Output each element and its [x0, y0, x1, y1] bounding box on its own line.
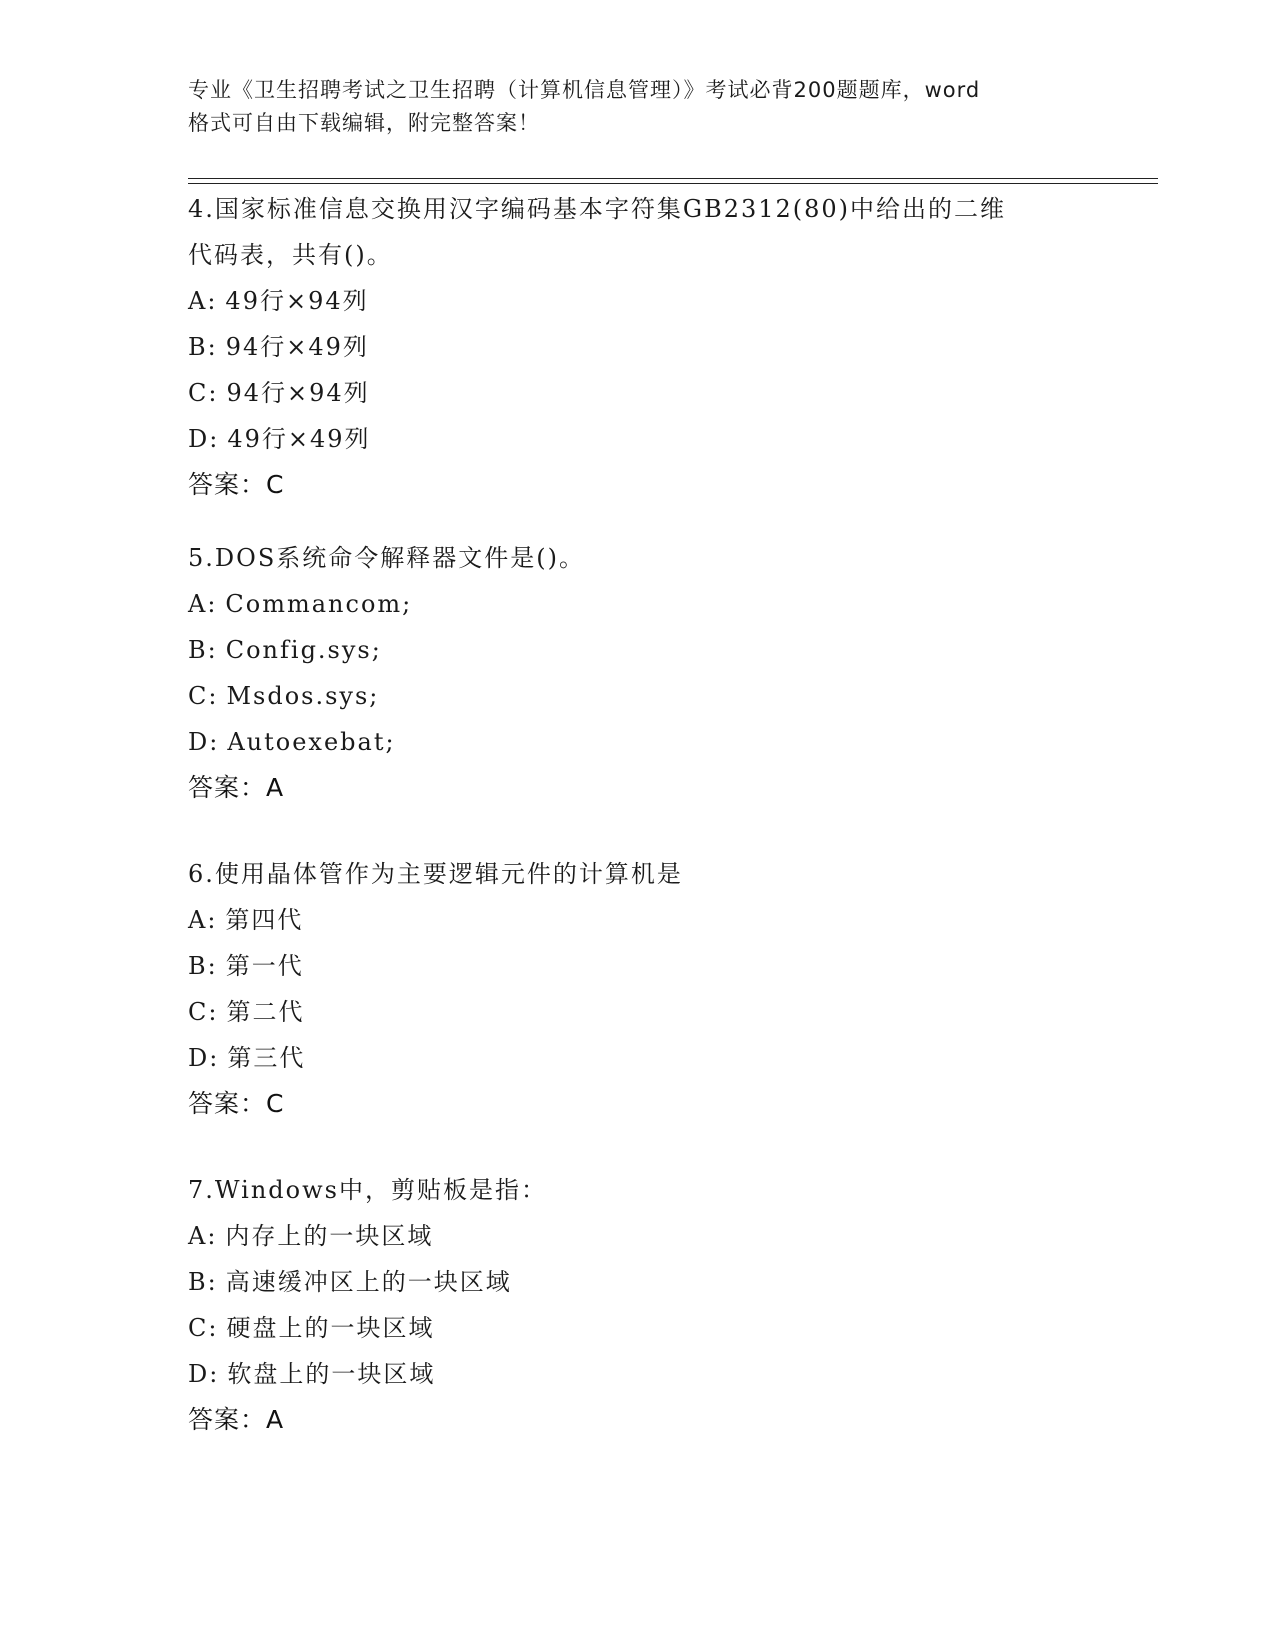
answer-line — [188, 1081, 1138, 1127]
option-b — [188, 324, 1138, 370]
header-divider-bottom — [188, 183, 1158, 184]
header-line-2: 格式可自由下载编辑，附完整答案！ — [188, 111, 540, 135]
question-text-line: 4.国家标准信息交换用汉字编码基本字符集GB2312(80)中给出的二维 — [188, 195, 1007, 223]
document-header — [188, 74, 1118, 140]
option-text: Config.sys; — [225, 636, 382, 664]
answer-label: 答案： — [188, 773, 267, 802]
question-7 — [188, 1167, 1138, 1443]
option-text: 软盘上的一块区域 — [227, 1360, 436, 1388]
answer-line — [188, 1397, 1138, 1443]
option-letter: C: — [188, 682, 219, 710]
option-text: 94行×94列 — [226, 379, 370, 407]
option-letter: D: — [188, 1360, 220, 1388]
option-d — [188, 416, 1138, 462]
option-a — [188, 278, 1138, 324]
answer-line — [188, 462, 1138, 508]
option-text: 内存上的一块区域 — [225, 1222, 434, 1250]
option-c — [188, 1305, 1138, 1351]
option-text: 高速缓冲区上的一块区域 — [225, 1268, 512, 1296]
option-letter: B: — [188, 1268, 218, 1296]
option-letter: B: — [188, 333, 218, 361]
answer-line — [188, 765, 1138, 811]
question-6 — [188, 851, 1138, 1127]
option-a — [188, 581, 1138, 627]
header-divider-top — [188, 178, 1158, 179]
option-d — [188, 1035, 1138, 1081]
question-text-line: 5.DOS系统命令解释器文件是()。 — [188, 544, 585, 572]
option-b — [188, 627, 1138, 673]
answer-value: A — [266, 773, 285, 802]
option-d — [188, 719, 1138, 765]
option-a — [188, 897, 1138, 943]
option-text: 第三代 — [227, 1044, 306, 1072]
option-letter: D: — [188, 1044, 220, 1072]
option-letter: C: — [188, 998, 219, 1026]
option-text: 第四代 — [225, 906, 304, 934]
option-letter: A: — [188, 906, 218, 934]
question-4 — [188, 186, 1138, 508]
option-b — [188, 943, 1138, 989]
option-letter: A: — [188, 1222, 218, 1250]
option-text: Msdos.sys; — [226, 682, 380, 710]
option-text: 第二代 — [226, 998, 305, 1026]
header-line-1: 专业《卫生招聘考试之卫生招聘（计算机信息管理）》考试必背200题题库，word — [188, 78, 981, 102]
option-d — [188, 1351, 1138, 1397]
option-letter: D: — [188, 425, 220, 453]
option-text: 49行×94列 — [225, 287, 369, 315]
question-5 — [188, 535, 1138, 811]
option-c — [188, 370, 1138, 416]
answer-value: C — [266, 470, 285, 499]
option-letter: A: — [188, 287, 218, 315]
question-text-line: 6.使用晶体管作为主要逻辑元件的计算机是 — [188, 860, 683, 888]
option-letter: D: — [188, 728, 220, 756]
answer-value: C — [266, 1089, 285, 1118]
option-text: Commancom; — [225, 590, 413, 618]
question-text-line: 7.Windows中，剪贴板是指： — [188, 1176, 547, 1204]
answer-value: A — [266, 1405, 285, 1434]
option-a — [188, 1213, 1138, 1259]
answer-label: 答案： — [188, 1089, 267, 1118]
option-letter: B: — [188, 952, 218, 980]
option-b — [188, 1259, 1138, 1305]
option-c — [188, 673, 1138, 719]
option-text: 94行×49列 — [225, 333, 369, 361]
option-text: Autoexebat; — [227, 728, 396, 756]
answer-label: 答案： — [188, 470, 267, 499]
option-letter: C: — [188, 1314, 219, 1342]
option-letter: A: — [188, 590, 218, 618]
question-text-line: 代码表，共有()。 — [188, 241, 393, 269]
option-letter: C: — [188, 379, 219, 407]
option-text: 49行×49列 — [227, 425, 371, 453]
option-text: 第一代 — [225, 952, 304, 980]
option-letter: B: — [188, 636, 218, 664]
option-c — [188, 989, 1138, 1035]
option-text: 硬盘上的一块区域 — [226, 1314, 435, 1342]
answer-label: 答案： — [188, 1405, 267, 1434]
